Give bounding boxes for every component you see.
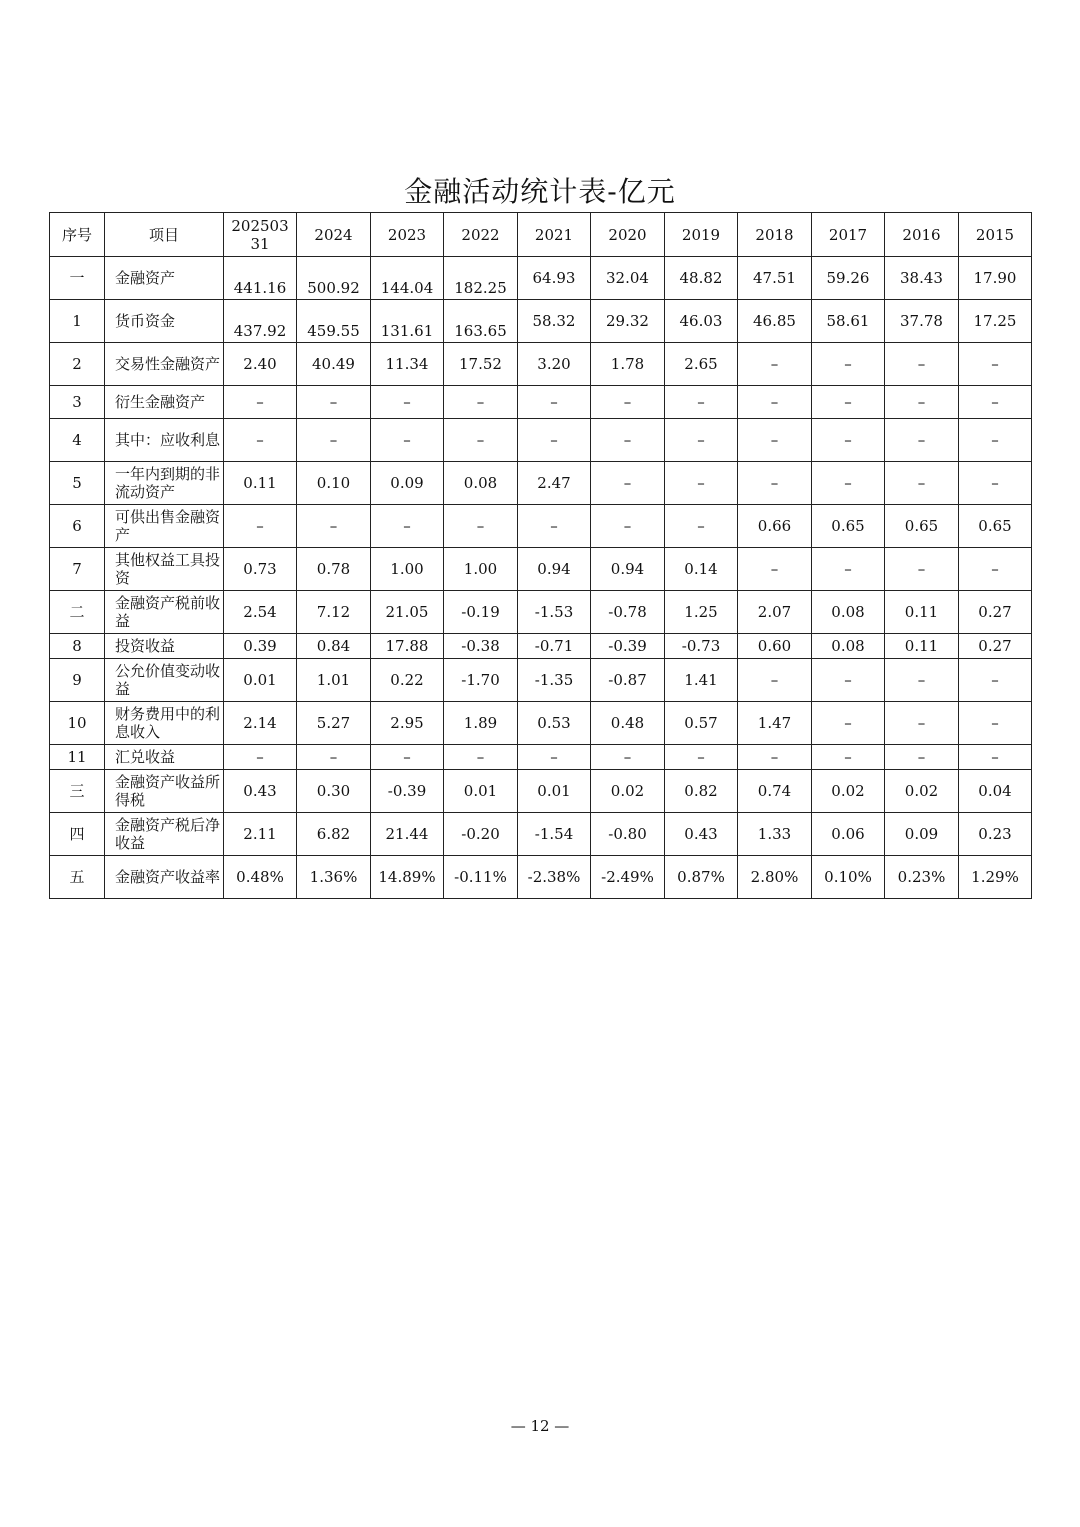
- cell-value: 29.32: [591, 300, 665, 343]
- cell-value: 1.78: [591, 343, 665, 386]
- cell-value: –: [297, 386, 371, 419]
- cell-value: –: [665, 386, 738, 419]
- cell-value: 0.23: [959, 813, 1032, 856]
- table-row: [50, 462, 1032, 505]
- cell-value: –: [371, 419, 444, 462]
- cell-value: 500.92: [297, 257, 371, 300]
- row-seq: 11: [50, 745, 105, 770]
- cell-value: 48.82: [665, 257, 738, 300]
- row-item: 衍生金融资产: [105, 386, 224, 419]
- cell-value: –: [518, 745, 591, 770]
- cell-value: -1.35: [518, 659, 591, 702]
- table-row: [50, 813, 1032, 856]
- cell-value: 2.11: [224, 813, 297, 856]
- cell-value: 59.26: [812, 257, 885, 300]
- cell-value: 1.01: [297, 659, 371, 702]
- header-item: 项目: [105, 213, 224, 257]
- cell-value: –: [665, 745, 738, 770]
- cell-value: -0.87: [591, 659, 665, 702]
- header-row: [50, 213, 1032, 257]
- cell-value: –: [591, 462, 665, 505]
- row-seq: 5: [50, 462, 105, 505]
- row-seq: 4: [50, 419, 105, 462]
- cell-value: 0.39: [224, 634, 297, 659]
- cell-value: 144.04: [371, 257, 444, 300]
- cell-value: –: [959, 343, 1032, 386]
- cell-value: –: [665, 462, 738, 505]
- table-row: [50, 505, 1032, 548]
- cell-value: 1.00: [444, 548, 518, 591]
- cell-value: 5.27: [297, 702, 371, 745]
- cell-value: 0.27: [959, 634, 1032, 659]
- cell-value: 38.43: [885, 257, 959, 300]
- cell-value: –: [738, 548, 812, 591]
- cell-value: 0.84: [297, 634, 371, 659]
- cell-value: 1.33: [738, 813, 812, 856]
- cell-value: -0.78: [591, 591, 665, 634]
- cell-value: –: [885, 745, 959, 770]
- table-header: [50, 213, 1032, 257]
- cell-value: 21.44: [371, 813, 444, 856]
- row-seq: 9: [50, 659, 105, 702]
- cell-value: -1.53: [518, 591, 591, 634]
- cell-value: –: [444, 386, 518, 419]
- table-row: [50, 300, 1032, 343]
- header-period: 2017: [812, 213, 885, 257]
- cell-value: 3.20: [518, 343, 591, 386]
- cell-value: –: [738, 659, 812, 702]
- cell-value: 40.49: [297, 343, 371, 386]
- cell-value: –: [885, 419, 959, 462]
- cell-value: 37.78: [885, 300, 959, 343]
- cell-value: 459.55: [297, 300, 371, 343]
- cell-value: 0.06: [812, 813, 885, 856]
- header-period: 202503 31: [224, 213, 297, 257]
- cell-value: –: [224, 386, 297, 419]
- cell-value: 2.47: [518, 462, 591, 505]
- cell-value: -0.39: [591, 634, 665, 659]
- cell-value: –: [959, 745, 1032, 770]
- cell-value: –: [591, 745, 665, 770]
- cell-value: 0.14: [665, 548, 738, 591]
- row-seq: 3: [50, 386, 105, 419]
- cell-value: 0.30: [297, 770, 371, 813]
- cell-value: 0.11: [885, 591, 959, 634]
- cell-value: 1.36%: [297, 856, 371, 899]
- table-row: [50, 659, 1032, 702]
- page-title: 金融活动统计表-亿元: [404, 175, 676, 208]
- cell-value: 2.54: [224, 591, 297, 634]
- cell-value: –: [665, 505, 738, 548]
- cell-value: 0.87%: [665, 856, 738, 899]
- cell-value: –: [885, 659, 959, 702]
- table-row: [50, 770, 1032, 813]
- cell-value: 1.29%: [959, 856, 1032, 899]
- row-item: 金融资产: [105, 257, 224, 300]
- cell-value: –: [297, 505, 371, 548]
- cell-value: –: [812, 386, 885, 419]
- row-item: 货币资金: [105, 300, 224, 343]
- cell-value: -0.11%: [444, 856, 518, 899]
- cell-value: –: [371, 745, 444, 770]
- header-period: 2021: [518, 213, 591, 257]
- cell-value: 1.25: [665, 591, 738, 634]
- cell-value: 0.94: [518, 548, 591, 591]
- row-seq: 四: [50, 813, 105, 856]
- row-seq: 1: [50, 300, 105, 343]
- cell-value: -2.49%: [591, 856, 665, 899]
- row-item: 金融资产税后净收益: [105, 813, 224, 856]
- cell-value: –: [738, 386, 812, 419]
- header-period: 2024: [297, 213, 371, 257]
- cell-value: 0.65: [812, 505, 885, 548]
- table-row: [50, 257, 1032, 300]
- cell-value: 163.65: [444, 300, 518, 343]
- cell-value: 0.57: [665, 702, 738, 745]
- cell-value: 6.82: [297, 813, 371, 856]
- row-item: 其中：应收利息: [105, 419, 224, 462]
- cell-value: 1.47: [738, 702, 812, 745]
- cell-value: 17.88: [371, 634, 444, 659]
- row-seq: 10: [50, 702, 105, 745]
- cell-value: –: [444, 419, 518, 462]
- cell-value: –: [591, 505, 665, 548]
- cell-value: 0.48: [591, 702, 665, 745]
- cell-value: -1.70: [444, 659, 518, 702]
- cell-value: -0.39: [371, 770, 444, 813]
- cell-value: 2.95: [371, 702, 444, 745]
- cell-value: -0.19: [444, 591, 518, 634]
- cell-value: 46.85: [738, 300, 812, 343]
- page-number: — 12 —: [510, 1417, 570, 1435]
- cell-value: 0.65: [959, 505, 1032, 548]
- cell-value: 11.34: [371, 343, 444, 386]
- cell-value: -0.80: [591, 813, 665, 856]
- cell-value: 2.14: [224, 702, 297, 745]
- header-period: 2015: [959, 213, 1032, 257]
- cell-value: –: [959, 659, 1032, 702]
- cell-value: 1.41: [665, 659, 738, 702]
- cell-value: 0.78: [297, 548, 371, 591]
- header-period: 2016: [885, 213, 959, 257]
- cell-value: 182.25: [444, 257, 518, 300]
- cell-value: –: [518, 386, 591, 419]
- cell-value: 0.11: [885, 634, 959, 659]
- table-row: [50, 386, 1032, 419]
- cell-value: –: [591, 386, 665, 419]
- cell-value: 47.51: [738, 257, 812, 300]
- cell-value: –: [812, 745, 885, 770]
- cell-value: –: [812, 343, 885, 386]
- cell-value: 0.02: [812, 770, 885, 813]
- cell-value: 0.60: [738, 634, 812, 659]
- cell-value: 437.92: [224, 300, 297, 343]
- cell-value: -0.20: [444, 813, 518, 856]
- cell-value: 0.04: [959, 770, 1032, 813]
- cell-value: 0.09: [885, 813, 959, 856]
- cell-value: –: [371, 386, 444, 419]
- cell-value: 58.32: [518, 300, 591, 343]
- cell-value: 64.93: [518, 257, 591, 300]
- cell-value: –: [738, 745, 812, 770]
- row-seq: 五: [50, 856, 105, 899]
- cell-value: –: [812, 462, 885, 505]
- cell-value: 2.40: [224, 343, 297, 386]
- cell-value: –: [959, 419, 1032, 462]
- table-row: [50, 745, 1032, 770]
- cell-value: 1.00: [371, 548, 444, 591]
- cell-value: –: [959, 386, 1032, 419]
- cell-value: 46.03: [665, 300, 738, 343]
- cell-value: –: [665, 419, 738, 462]
- cell-value: 0.22: [371, 659, 444, 702]
- row-seq: 三: [50, 770, 105, 813]
- table-row: [50, 856, 1032, 899]
- cell-value: 58.61: [812, 300, 885, 343]
- row-item: 投资收益: [105, 634, 224, 659]
- cell-value: 0.08: [444, 462, 518, 505]
- cell-value: –: [297, 745, 371, 770]
- cell-value: 0.43: [224, 770, 297, 813]
- table-row: [50, 591, 1032, 634]
- cell-value: –: [885, 386, 959, 419]
- cell-value: –: [738, 462, 812, 505]
- cell-value: 0.23%: [885, 856, 959, 899]
- header-period: 2023: [371, 213, 444, 257]
- cell-value: –: [444, 505, 518, 548]
- table-body: [50, 257, 1032, 899]
- row-item: 汇兑收益: [105, 745, 224, 770]
- cell-value: –: [812, 702, 885, 745]
- cell-value: –: [885, 462, 959, 505]
- header-period: 2020: [591, 213, 665, 257]
- cell-value: –: [224, 505, 297, 548]
- cell-value: –: [959, 702, 1032, 745]
- cell-value: 0.82: [665, 770, 738, 813]
- cell-value: –: [885, 343, 959, 386]
- cell-value: -0.38: [444, 634, 518, 659]
- cell-value: 17.25: [959, 300, 1032, 343]
- cell-value: -1.54: [518, 813, 591, 856]
- cell-value: –: [518, 419, 591, 462]
- cell-value: 0.27: [959, 591, 1032, 634]
- cell-value: 0.02: [591, 770, 665, 813]
- cell-value: 0.10: [297, 462, 371, 505]
- cell-value: 17.52: [444, 343, 518, 386]
- cell-value: –: [738, 419, 812, 462]
- cell-value: 0.10%: [812, 856, 885, 899]
- financial-activity-table: [49, 212, 1032, 899]
- cell-value: –: [518, 505, 591, 548]
- cell-value: 0.53: [518, 702, 591, 745]
- row-item: 金融资产收益所得税: [105, 770, 224, 813]
- cell-value: 0.01: [518, 770, 591, 813]
- row-item: 公允价值变动收益: [105, 659, 224, 702]
- row-seq: 7: [50, 548, 105, 591]
- row-seq: 2: [50, 343, 105, 386]
- row-item: 可供出售金融资产: [105, 505, 224, 548]
- cell-value: 1.89: [444, 702, 518, 745]
- cell-value: 0.02: [885, 770, 959, 813]
- row-item: 金融资产收益率: [105, 856, 224, 899]
- table-row: [50, 343, 1032, 386]
- cell-value: 21.05: [371, 591, 444, 634]
- header-seq: 序号: [50, 213, 105, 257]
- cell-value: –: [444, 745, 518, 770]
- table-row: [50, 548, 1032, 591]
- cell-value: –: [224, 419, 297, 462]
- cell-value: –: [959, 548, 1032, 591]
- cell-value: 14.89%: [371, 856, 444, 899]
- cell-value: 0.09: [371, 462, 444, 505]
- cell-value: 7.12: [297, 591, 371, 634]
- header-period: 2022: [444, 213, 518, 257]
- cell-value: 0.11: [224, 462, 297, 505]
- cell-value: –: [738, 343, 812, 386]
- cell-value: 0.43: [665, 813, 738, 856]
- cell-value: –: [224, 745, 297, 770]
- cell-value: –: [371, 505, 444, 548]
- header-period: 2019: [665, 213, 738, 257]
- cell-value: 0.01: [444, 770, 518, 813]
- table-row: [50, 702, 1032, 745]
- row-item: 其他权益工具投资: [105, 548, 224, 591]
- header-period: 2018: [738, 213, 812, 257]
- row-seq: 一: [50, 257, 105, 300]
- cell-value: –: [591, 419, 665, 462]
- cell-value: 0.08: [812, 634, 885, 659]
- table-row: [50, 419, 1032, 462]
- cell-value: 0.94: [591, 548, 665, 591]
- cell-value: 0.01: [224, 659, 297, 702]
- row-item: 一年内到期的非流动资产: [105, 462, 224, 505]
- cell-value: 0.74: [738, 770, 812, 813]
- cell-value: -0.71: [518, 634, 591, 659]
- table-row: [50, 634, 1032, 659]
- row-seq: 8: [50, 634, 105, 659]
- cell-value: 2.80%: [738, 856, 812, 899]
- cell-value: 131.61: [371, 300, 444, 343]
- cell-value: 17.90: [959, 257, 1032, 300]
- cell-value: 2.07: [738, 591, 812, 634]
- row-seq: 二: [50, 591, 105, 634]
- cell-value: –: [885, 548, 959, 591]
- cell-value: -2.38%: [518, 856, 591, 899]
- cell-value: 2.65: [665, 343, 738, 386]
- cell-value: 0.48%: [224, 856, 297, 899]
- cell-value: –: [959, 462, 1032, 505]
- row-item: 交易性金融资产: [105, 343, 224, 386]
- cell-value: –: [297, 419, 371, 462]
- cell-value: -0.73: [665, 634, 738, 659]
- cell-value: 0.65: [885, 505, 959, 548]
- cell-value: 32.04: [591, 257, 665, 300]
- row-item: 财务费用中的利息收入: [105, 702, 224, 745]
- cell-value: –: [812, 548, 885, 591]
- cell-value: 0.73: [224, 548, 297, 591]
- cell-value: –: [885, 702, 959, 745]
- cell-value: 0.08: [812, 591, 885, 634]
- cell-value: –: [812, 659, 885, 702]
- cell-value: 0.66: [738, 505, 812, 548]
- row-item: 金融资产税前收益: [105, 591, 224, 634]
- row-seq: 6: [50, 505, 105, 548]
- cell-value: 441.16: [224, 257, 297, 300]
- cell-value: –: [812, 419, 885, 462]
